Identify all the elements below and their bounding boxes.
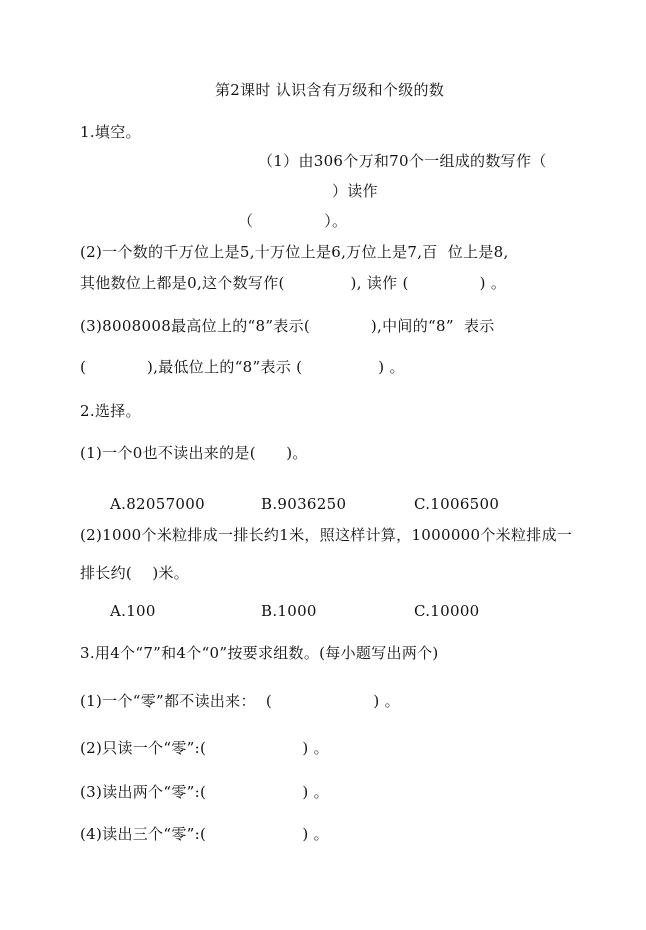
s2-q2-option-b: B.1000 [261, 602, 317, 620]
s1-q1-line-c: （ ）。 [238, 212, 348, 230]
s2-q2-option-a: A.100 [110, 602, 156, 620]
s1-q3-line-a: (3)8008008最高位上的“8”表示( ),中间的“8” 表示 [80, 317, 495, 335]
s2-q1-option-c: C.1006500 [414, 495, 500, 513]
s2-q2-option-c: C.10000 [414, 602, 480, 620]
s2-q1-option-a: A.82057000 [110, 495, 205, 513]
s1-q2-line-b: 其他数位上都是0,这个数写作( ), 读作 ( ) 。 [80, 274, 507, 292]
s1-q1-line-b: ）读作 [332, 182, 378, 200]
s2-q2-line-b: 排长约( )米。 [80, 564, 190, 582]
s3-q2: (2)只读一个“零”:( ) 。 [80, 739, 329, 757]
section-3-heading: 3.用4个“7”和4个“0”按要求组数。(每小题写出两个) [80, 644, 439, 662]
s3-q3: (3)读出两个“零”:( ) 。 [80, 783, 329, 801]
s3-q1: (1)一个“零”都不读出来： ( ) 。 [80, 692, 400, 710]
page-title: 第2课时 认识含有万级和个级的数 [215, 81, 445, 99]
section-2-heading: 2.选择。 [80, 402, 141, 420]
s2-q1: (1)一个0也不读出来的是( )。 [80, 444, 308, 462]
s1-q3-line-b: ( ),最低位上的“8”表示 ( ) 。 [80, 358, 405, 376]
s3-q4: (4)读出三个“零”:( ) 。 [80, 825, 329, 843]
s2-q2-line-a: (2)1000个米粒排成一排长约1米，照这样计算，1000000个米粒排成一 [80, 526, 573, 544]
s2-q1-option-b: B.9036250 [261, 495, 347, 513]
section-1-heading: 1.填空。 [80, 123, 141, 141]
s1-q2-line-a: (2)一个数的千万位上是5,十万位上是6,万位上是7,百 位上是8, [80, 243, 509, 261]
s1-q1-line-a: （1）由306个万和70个一组成的数写作（ [258, 152, 547, 170]
